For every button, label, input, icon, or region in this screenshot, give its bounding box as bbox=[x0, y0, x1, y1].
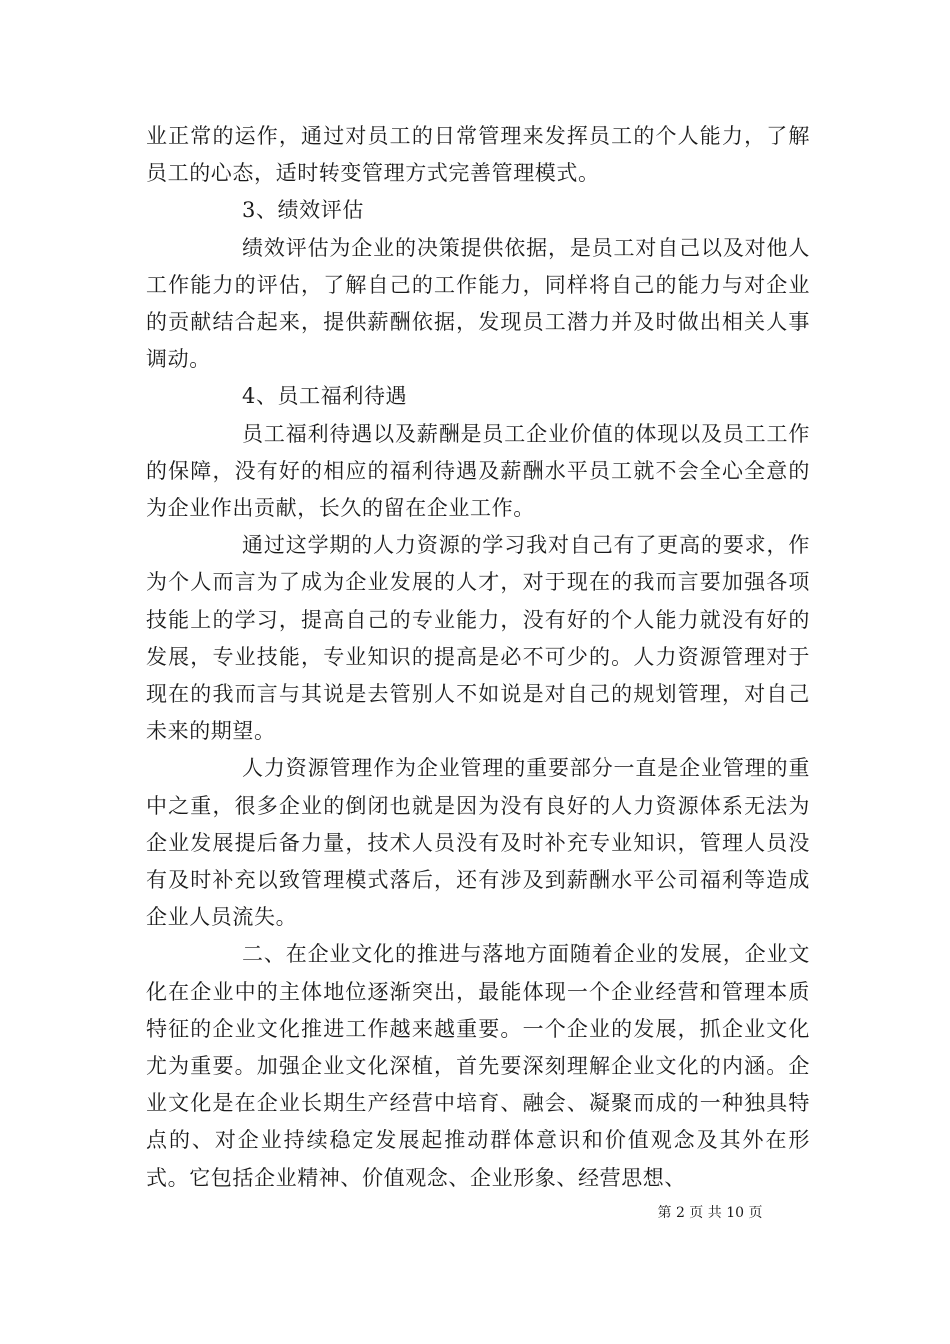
paragraph-performance: 绩效评估为企业的决策提供依据，是员工对自己以及对他人工作能力的评估，了解自己的工作能力，同样将自己的能力与对企业的贡献结合起来，提供薪酬依据，发现员工潜力并及时做出相关人事调动。 bbox=[146, 235, 810, 372]
section-heading-performance: 3、绩效评估 bbox=[242, 198, 364, 223]
page-number-footer: 第 2 页 共 10 页 bbox=[657, 1205, 763, 1221]
section-heading-welfare: 4、员工福利待遇 bbox=[242, 384, 408, 409]
paragraph-learning: 通过这学期的人力资源的学习我对自己有了更高的要求，作为个人而言为了成为企业发展的人才，对于现在的我而言要加强各项技能上的学习，提高自己的专业能力，没有好的个人能力就没有好的发展，专业技能，专业知识的提高是必不可少的。人力资源管理对于现在的我而言与其说是去管别人不如说是对自己的规划管理，对自己未来的期望。 bbox=[146, 533, 810, 744]
paragraph-corporate-culture: 二、在企业文化的推进与落地方面随着企业的发展，企业文化在企业中的主体地位逐渐突出，最能体现一个企业经营和管理本质特征的企业文化推进工作越来越重要。一个企业的发展，抓企业文化尤为重要。加强企业文化深植，首先要深刻理解企业文化的内涵。企业文化是在企业长期生产经营中培育、融会、凝聚而成的一种独具特点的、对企业持续稳定发展起推动群体意识和价值观念及其外在形式。它包括企业精神、价值观念、企业形象、经营思想、 bbox=[146, 942, 810, 1190]
paragraph-hr-importance: 人力资源管理作为企业管理的重要部分一直是企业管理的重中之重，很多企业的倒闭也就是因为没有良好的人力资源体系无法为企业发展提后备力量，技术人员没有及时补充专业知识，管理人员没有及时补充以致管理模式落后，还有涉及到薪酬水平公司福利等造成企业人员流失。 bbox=[146, 756, 810, 930]
paragraph-continuation: 业正常的运作，通过对员工的日常管理来发挥员工的个人能力，了解员工的心态，适时转变管理方式完善管理模式。 bbox=[146, 124, 810, 186]
document-body bbox=[146, 118, 810, 1197]
paragraph-welfare: 员工福利待遇以及薪酬是员工企业价值的体现以及员工工作的保障，没有好的相应的福利待遇及薪酬水平员工就不会全心全意的为企业作出贡献，长久的留在企业工作。 bbox=[146, 421, 810, 521]
